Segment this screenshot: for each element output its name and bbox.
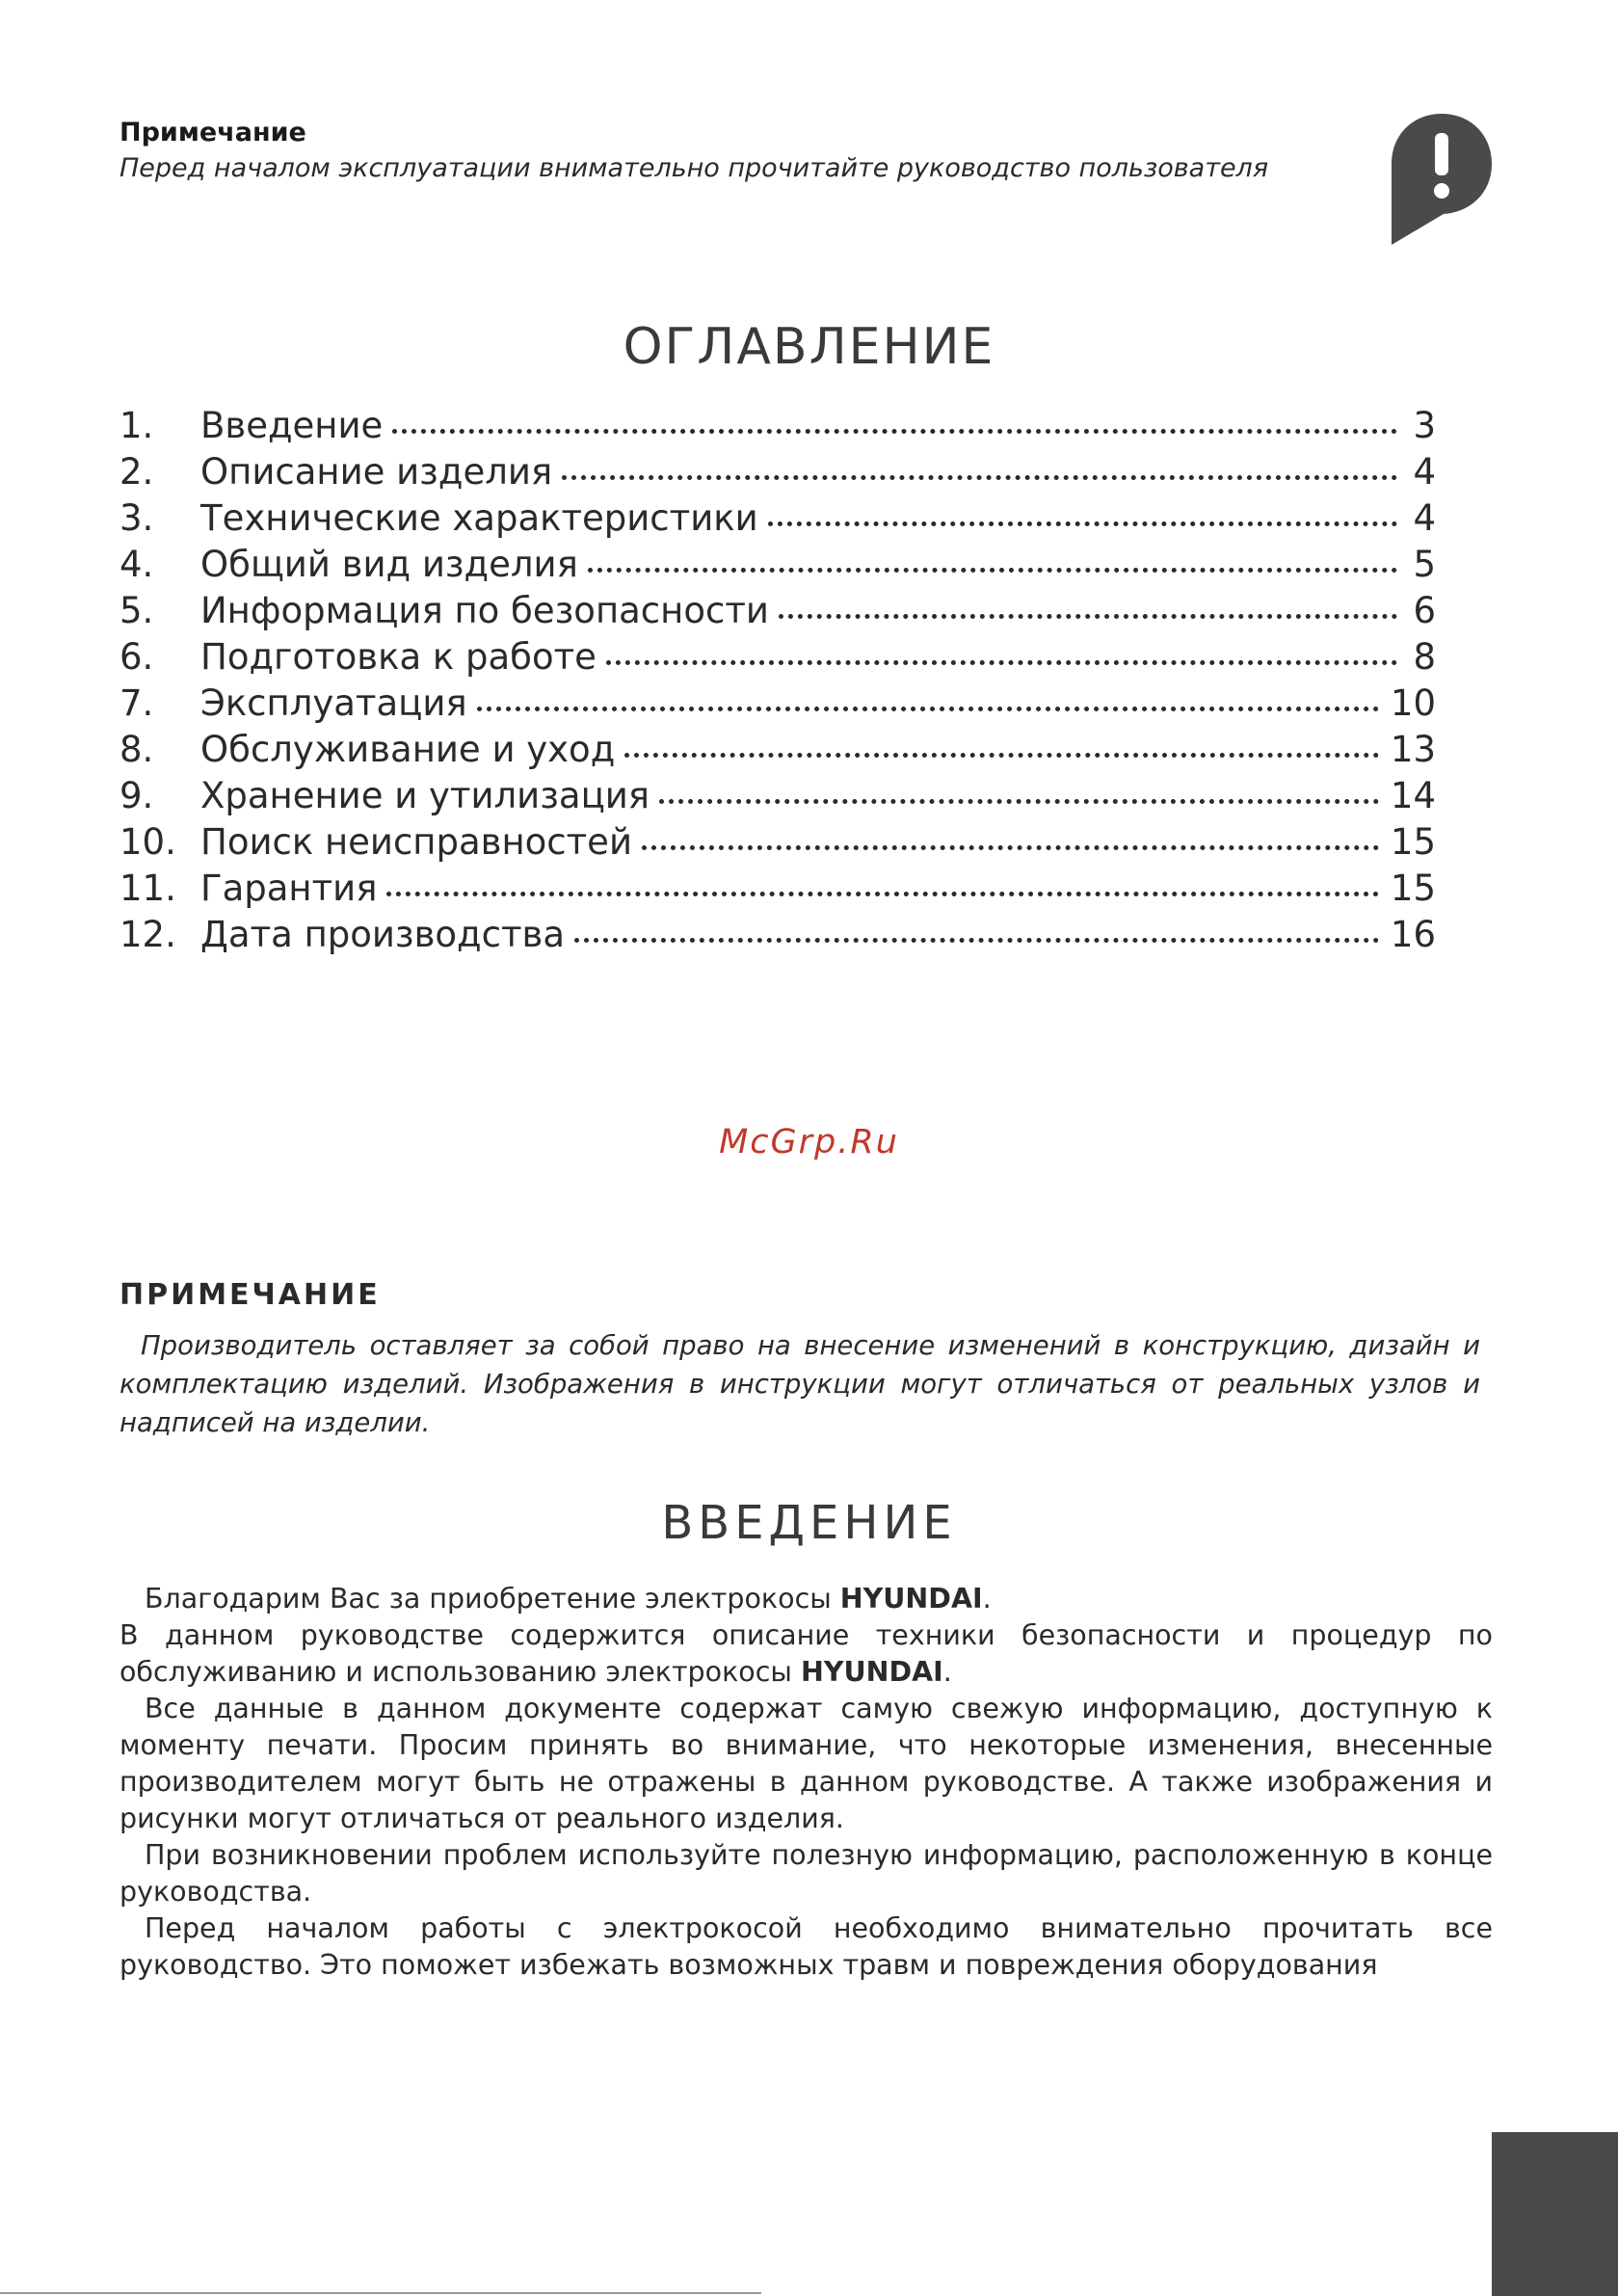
intro-paragraph-1 [119, 1581, 1493, 1617]
intro-paragraph-5: Перед началом работы с электрокосой необходимо внимательно прочитать все руководство. Это поможет избежать возможных травм и повреждения оборудования [119, 1912, 1493, 1981]
brand-name: HYUNDAI [800, 1656, 943, 1688]
toc-item [119, 636, 1436, 682]
watermark: McGrp.Ru [719, 1123, 899, 1161]
toc-item [119, 729, 1436, 775]
toc-dot-leader [386, 892, 1378, 896]
toc-item [119, 590, 1436, 636]
toc-item-page: 16 [1390, 914, 1436, 955]
note-text: Производитель оставляет за собой право на внесение изменений в конструкцию, дизайн и комплектацию изделий. Изображения в инструкции могут отличаться от реальных узлов и надписей на изделии. [119, 1330, 1480, 1438]
toc-item-number: 9. [119, 775, 154, 816]
toc-item-label: Обслуживание и уход [200, 729, 616, 770]
intro-body [119, 1581, 1493, 1984]
page-corner-tab [1492, 2132, 1618, 2296]
toc-dot-leader [659, 799, 1379, 804]
toc-dot-leader [642, 845, 1379, 850]
intro-p2-end: . [942, 1656, 952, 1688]
toc-dot-leader [392, 429, 1397, 434]
toc-item-page: 15 [1390, 868, 1436, 909]
toc-item-label: Поиск неисправностей [200, 821, 632, 863]
toc-item-label: Дата производства [200, 914, 566, 955]
toc-item-number: 11. [119, 868, 176, 909]
toc-dot-leader [768, 521, 1397, 526]
toc-item [119, 544, 1436, 590]
toc-dot-leader [624, 753, 1379, 758]
toc-item-label: Эксплуатация [200, 682, 467, 724]
toc-title: ОГЛАВЛЕНИЕ [623, 318, 995, 376]
toc-item-page: 5 [1413, 544, 1436, 585]
intro-paragraph-2 [119, 1617, 1493, 1691]
toc-item-label: Описание изделия [200, 451, 553, 493]
toc-item-label: Введение [200, 405, 384, 446]
intro-p2-text: В данном руководстве содержится описание техники безопасности и процедур по обслуживанию и использованию электрокосы [119, 1619, 1493, 1688]
toc-item-label: Гарантия [200, 868, 378, 909]
top-note [119, 118, 1324, 183]
toc-item-page: 15 [1390, 821, 1436, 863]
toc-item-number: 3. [119, 497, 154, 539]
top-note-text: Перед началом эксплуатации внимательно прочитайте руководство пользователя [119, 153, 1269, 183]
toc-item-number: 6. [119, 636, 154, 678]
toc-item-page: 4 [1413, 497, 1436, 539]
toc-item [119, 405, 1436, 451]
toc-item-page: 10 [1390, 682, 1436, 724]
brand-name: HYUNDAI [839, 1583, 983, 1615]
toc-item [119, 682, 1436, 729]
toc-item [119, 868, 1436, 914]
toc-item-number: 7. [119, 682, 154, 724]
toc-item-number: 8. [119, 729, 154, 770]
toc-dot-leader [562, 475, 1397, 480]
toc-dot-leader [574, 938, 1379, 943]
toc-item-number: 10. [119, 821, 176, 863]
toc-item-label: Подготовка к работе [200, 636, 597, 678]
toc-item-number: 1. [119, 405, 154, 446]
toc-dot-leader [779, 614, 1397, 619]
toc-item-number: 2. [119, 451, 154, 493]
intro-paragraph-4: При возникновении проблем используйте полезную информацию, расположенную в конце руководства. [119, 1839, 1493, 1908]
toc-dot-leader [588, 568, 1397, 573]
table-of-contents [119, 405, 1436, 960]
toc-item-number: 5. [119, 590, 154, 631]
toc-item-label: Технические характеристики [200, 497, 758, 539]
toc-item-label: Общий вид изделия [200, 544, 578, 585]
intro-p1-end: . [982, 1583, 992, 1615]
toc-item-number: 4. [119, 544, 154, 585]
toc-item-label: Хранение и утилизация [200, 775, 650, 816]
toc-item [119, 914, 1436, 960]
toc-item-number: 12. [119, 914, 176, 955]
note-heading: ПРИМЕЧАНИЕ [119, 1278, 381, 1312]
toc-item [119, 451, 1436, 497]
toc-item-page: 6 [1413, 590, 1436, 631]
toc-item-page: 13 [1390, 729, 1436, 770]
intro-title: ВВЕДЕНИЕ [661, 1496, 957, 1550]
intro-paragraph-3: Все данные в данном документе содержат самую свежую информацию, доступную к моменту печати. Просим принять во внимание, что некоторые изменения, внесенные производителем могут быть не отражены в данном руководстве. А также изображения и рисунки могут отличаться от реального изделия. [119, 1693, 1493, 1834]
toc-item-page: 3 [1413, 405, 1436, 446]
toc-item-page: 8 [1413, 636, 1436, 678]
toc-item [119, 775, 1436, 821]
bottom-divider [0, 2292, 761, 2294]
toc-dot-leader [606, 660, 1397, 665]
toc-dot-leader [477, 707, 1379, 711]
exclamation-pin-icon [1388, 110, 1496, 247]
toc-item-page: 14 [1390, 775, 1436, 816]
toc-item [119, 497, 1436, 544]
toc-item-page: 4 [1413, 451, 1436, 493]
top-note-title: Примечание [119, 118, 306, 147]
toc-item-label: Информация по безопасности [200, 590, 769, 631]
toc-item [119, 821, 1436, 868]
intro-p1-text: Благодарим Вас за приобретение электрокосы [145, 1583, 840, 1615]
